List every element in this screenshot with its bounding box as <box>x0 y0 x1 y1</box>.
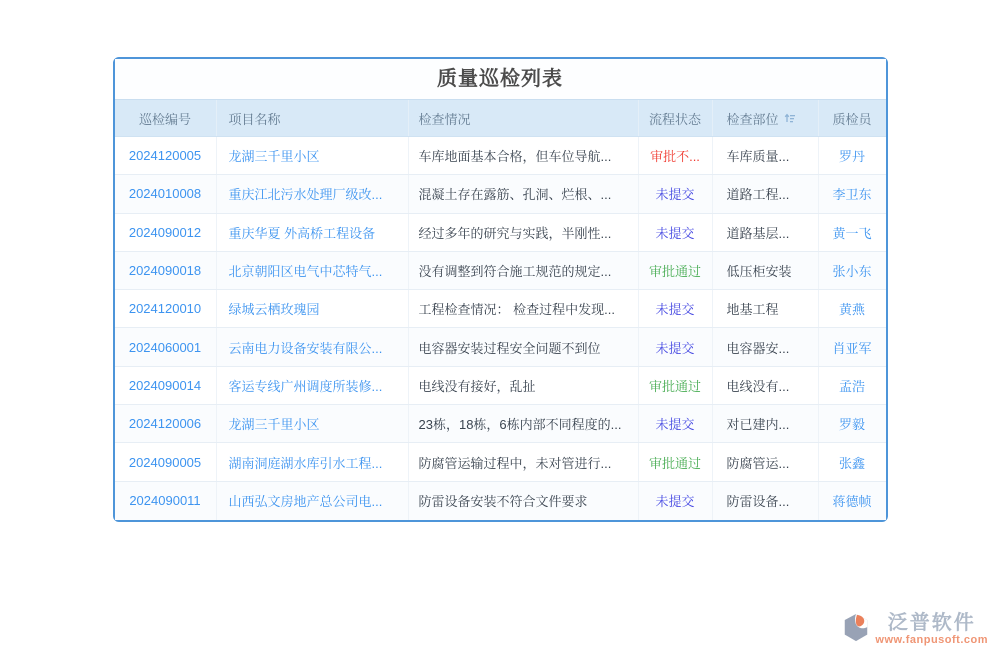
status-badge: 审批通过 <box>648 264 701 280</box>
table-row <box>115 367 886 405</box>
column-header-project <box>217 100 409 136</box>
page-title: 质量巡检列表 <box>115 59 886 99</box>
status-badge: 审批通过 <box>648 455 701 471</box>
inspection-location-text: 对已建内... <box>713 405 819 442</box>
inspector-link[interactable]: 黄燕 <box>838 302 865 318</box>
project-name-link[interactable]: 北京朝阳区电气中芯特气... <box>228 264 383 280</box>
table-row <box>115 252 886 290</box>
inspection-code-link[interactable]: 2024120006 <box>128 416 202 432</box>
status-badge: 未提交 <box>655 417 695 433</box>
inspector-link[interactable]: 蒋德帧 <box>832 494 872 510</box>
table-row <box>115 137 886 175</box>
inspection-code-link[interactable]: 2024090005 <box>128 454 202 470</box>
status-badge: 未提交 <box>655 340 695 356</box>
inspection-situation-text: 工程检查情况： 检查过程中发现... <box>409 290 639 327</box>
inspector-link[interactable]: 张小东 <box>832 264 872 280</box>
inspection-situation-text: 车库地面基本合格，但车位导航... <box>409 137 639 174</box>
fanpu-watermark <box>841 612 988 647</box>
inspection-code-link[interactable]: 2024090011 <box>129 493 201 509</box>
table-row <box>115 328 886 366</box>
status-badge: 未提交 <box>655 187 695 203</box>
project-name-link[interactable]: 山西弘文房地产总公司电... <box>228 494 383 510</box>
status-badge: 未提交 <box>655 225 695 241</box>
inspection-situation-text: 经过多年的研究与实践，半刚性... <box>409 214 639 251</box>
status-badge: 未提交 <box>655 302 695 318</box>
table-header-row <box>115 99 886 137</box>
quality-inspection-table <box>113 57 888 522</box>
inspection-situation-text: 电线没有接好，乱扯 <box>409 367 639 404</box>
inspector-link[interactable]: 孟浩 <box>838 378 865 394</box>
project-name-link[interactable]: 重庆华夏 外高桥工程设备 <box>228 225 376 241</box>
project-name-link[interactable]: 客运专线广州调度所装修... <box>228 378 383 394</box>
inspection-location-text: 地基工程 <box>713 290 819 327</box>
column-header-inspector <box>819 100 886 136</box>
table-row <box>115 214 886 252</box>
inspection-code-link[interactable]: 2024120005 <box>128 148 202 164</box>
table-row <box>115 175 886 213</box>
inspector-link[interactable]: 张鑫 <box>838 455 865 471</box>
table-body <box>115 137 886 520</box>
column-header-situation <box>409 100 639 136</box>
table-row <box>115 482 886 520</box>
sort-ascending-icon[interactable] <box>784 112 796 124</box>
inspection-location-text: 低压柜安装 <box>713 252 819 289</box>
inspection-code-link[interactable]: 2024090018 <box>128 263 202 279</box>
inspection-code-link[interactable]: 2024010008 <box>128 186 202 202</box>
inspection-situation-text: 混凝土存在露筋、孔洞、烂根、... <box>409 175 639 212</box>
inspection-code-link[interactable]: 2024090014 <box>128 377 202 393</box>
inspection-location-text: 车库质量... <box>713 137 819 174</box>
status-badge: 审批通过 <box>648 378 701 394</box>
inspection-location-text: 道路工程... <box>713 175 819 212</box>
inspector-link[interactable]: 黄一飞 <box>832 225 872 241</box>
column-header-label: 流程状态 <box>648 111 701 127</box>
watermark-brand-text: 泛普软件 <box>887 612 976 634</box>
inspection-situation-text: 防腐管运输过程中，未对管进行... <box>409 443 639 480</box>
status-badge: 未提交 <box>655 494 695 510</box>
project-name-link[interactable]: 龙湖三千里小区 <box>228 417 320 433</box>
inspection-code-link[interactable]: 2024120010 <box>128 301 202 317</box>
inspection-location-text: 电容器安... <box>713 328 819 365</box>
project-name-link[interactable]: 重庆江北污水处理厂级改... <box>228 187 383 203</box>
column-header-label: 巡检编号 <box>138 111 191 127</box>
table-row <box>115 405 886 443</box>
project-name-link[interactable]: 绿城云栖玫瑰园 <box>228 302 320 318</box>
project-name-link[interactable]: 湖南洞庭湖水库引水工程... <box>228 455 383 471</box>
inspector-link[interactable]: 罗丹 <box>838 149 865 165</box>
column-header-status <box>639 100 713 136</box>
table-row <box>115 443 886 481</box>
project-name-link[interactable]: 龙湖三千里小区 <box>228 149 320 165</box>
column-header-label: 检查部位 <box>726 111 779 127</box>
inspection-location-text: 道路基层... <box>713 214 819 251</box>
inspection-situation-text: 没有调整到符合施工规范的规定... <box>409 252 639 289</box>
inspection-location-text: 防雷设备... <box>713 482 819 520</box>
inspection-situation-text: 防雷设备安装不符合文件要求 <box>409 482 639 520</box>
inspector-link[interactable]: 罗毅 <box>838 417 865 433</box>
inspection-code-link[interactable]: 2024060001 <box>128 339 202 355</box>
column-header-label: 检查情况 <box>418 111 471 127</box>
column-header-location[interactable] <box>713 100 819 136</box>
inspection-location-text: 电线没有... <box>713 367 819 404</box>
column-header-code <box>115 100 217 136</box>
watermark-url-text: www.fanpusoft.com <box>875 634 988 646</box>
inspection-location-text: 防腐管运... <box>713 443 819 480</box>
fanpu-logo-icon <box>841 612 871 644</box>
inspector-link[interactable]: 李卫东 <box>832 187 872 203</box>
column-header-label: 质检员 <box>832 111 872 127</box>
column-header-label: 项目名称 <box>228 111 281 127</box>
inspection-situation-text: 23栋，18栋，6栋内部不同程度的... <box>409 405 639 442</box>
status-badge: 审批不... <box>650 149 700 165</box>
inspector-link[interactable]: 肖亚军 <box>832 340 872 356</box>
inspection-code-link[interactable]: 2024090012 <box>128 224 202 240</box>
project-name-link[interactable]: 云南电力设备安装有限公... <box>228 340 383 356</box>
inspection-situation-text: 电容器安装过程安全问题不到位 <box>409 328 639 365</box>
table-row <box>115 290 886 328</box>
